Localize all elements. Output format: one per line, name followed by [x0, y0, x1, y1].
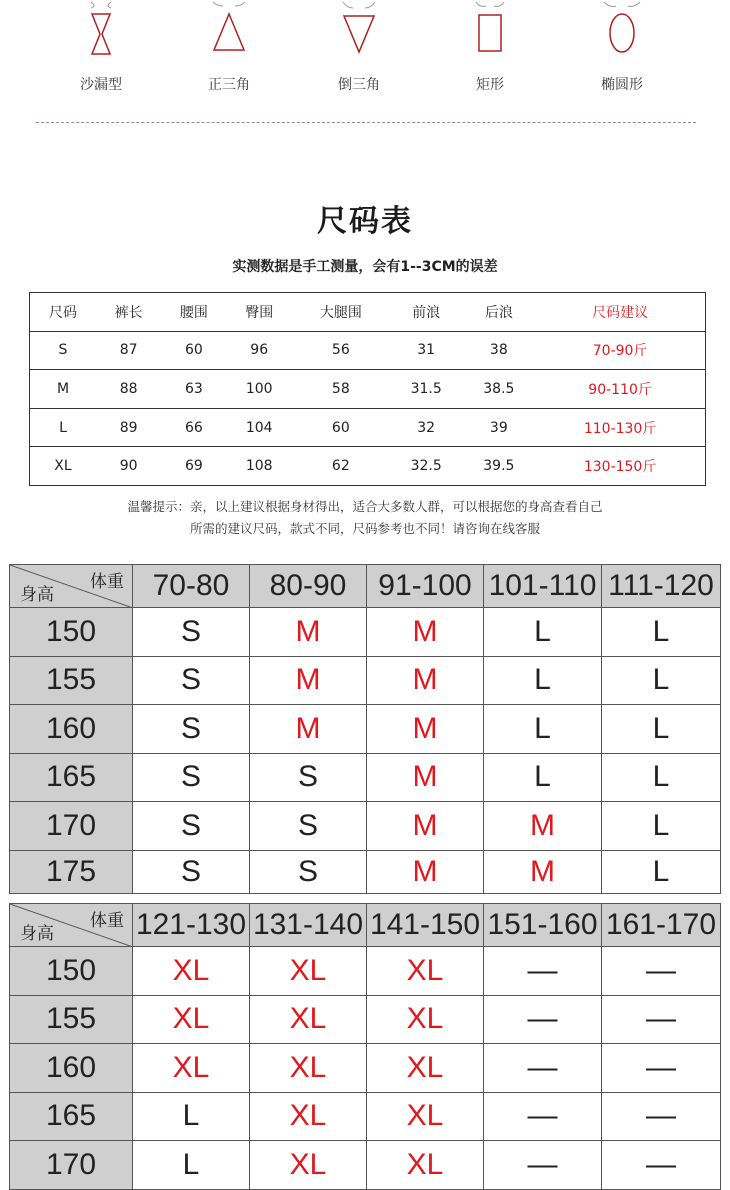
grid-cell: S: [133, 753, 250, 802]
oval-shape: [592, 0, 652, 60]
grid-column-header: 131-140: [250, 904, 367, 947]
grid-column-header: 101-110: [484, 565, 602, 608]
grid-cell: —: [602, 1092, 721, 1141]
grid-row-header: 170: [10, 1141, 133, 1190]
shape-label-oval: 椭圆形: [601, 77, 643, 93]
grid-row: [10, 995, 721, 1044]
grid-cell: L: [133, 1092, 250, 1141]
table-cell: 88: [96, 370, 161, 409]
grid-cell: L: [602, 850, 721, 893]
table-cell: 60: [161, 331, 226, 370]
table-cell: 38: [463, 331, 536, 370]
table-header-row: [30, 293, 706, 332]
grid-row: [10, 1044, 721, 1093]
corner-height-label: 身高: [20, 585, 54, 605]
table-cell: 38.5: [463, 370, 536, 409]
grid-row-header: 175: [10, 850, 133, 893]
divider: [36, 122, 696, 123]
grid-cell: XL: [250, 1092, 367, 1141]
grid-cell: XL: [133, 947, 250, 996]
grid-cell: XL: [367, 1044, 484, 1093]
grid-cell: S: [133, 608, 250, 657]
grid-cell: L: [484, 656, 602, 705]
table-header: 裤长: [96, 293, 161, 332]
hourglass-icon: [71, 0, 131, 60]
table-header: 尺码: [30, 293, 96, 332]
shape-label-triangle: 正三角: [208, 77, 250, 93]
table-cell: 87: [96, 331, 161, 370]
grid-corner: [10, 565, 133, 608]
grid-row-header: 150: [10, 608, 133, 657]
grid-row: [10, 1092, 721, 1141]
grid-cell: M: [484, 802, 602, 851]
grid-corner: [10, 904, 133, 947]
table-cell: 39.5: [463, 447, 536, 486]
grid-column-header: 141-150: [367, 904, 484, 947]
grid-cell: L: [484, 705, 602, 754]
tips-line: 所需的建议尺码，款式不同，尺码参考也不同！请咨询在线客服: [189, 521, 540, 536]
shape-label-hourglass: 沙漏型: [80, 77, 122, 93]
table-cell: S: [30, 331, 96, 370]
table-cell: 31: [390, 331, 463, 370]
corner-weight-label: 体重: [90, 911, 124, 931]
grid-cell: —: [484, 1092, 602, 1141]
grid-row-header: 170: [10, 802, 133, 851]
page-title: 尺码表: [317, 204, 413, 239]
grid-row-header: 155: [10, 995, 133, 1044]
table-row: [30, 408, 706, 447]
grid-cell: XL: [133, 995, 250, 1044]
grid-cell: L: [484, 753, 602, 802]
grid-cell: M: [367, 802, 484, 851]
table-cell: 96: [227, 331, 292, 370]
grid-cell: L: [133, 1141, 250, 1190]
recommendation-grid-2: [9, 903, 721, 1190]
grid-row: [10, 656, 721, 705]
hourglass-shape: [71, 0, 131, 60]
grid-cell: M: [367, 850, 484, 893]
table-header: 前浪: [390, 293, 463, 332]
grid-cell: M: [367, 705, 484, 754]
shape-label-inverted-triangle: 倒三角: [338, 77, 380, 93]
grid-cell: —: [484, 995, 602, 1044]
grid-cell: L: [602, 705, 721, 754]
grid-cell: —: [484, 947, 602, 996]
table-cell: 90-110斤: [535, 370, 705, 409]
grid-row-header: 150: [10, 947, 133, 996]
table-cell: 39: [463, 408, 536, 447]
oval-icon: [592, 0, 652, 60]
grid-cell: L: [602, 802, 721, 851]
grid-cell: XL: [250, 1044, 367, 1093]
table-cell: 100: [227, 370, 292, 409]
triangle-icon: [199, 0, 259, 60]
subtitle: 实测数据是手工测量，会有1--3CM的误差: [232, 259, 498, 275]
table-cell: 66: [161, 408, 226, 447]
grid-cell: S: [133, 705, 250, 754]
grid-header-row: [10, 904, 721, 947]
grid-cell: M: [484, 850, 602, 893]
grid-cell: M: [250, 608, 367, 657]
grid-cell: —: [484, 1141, 602, 1190]
table-cell: 70-90斤: [535, 331, 705, 370]
grid-cell: —: [602, 995, 721, 1044]
table-cell: L: [30, 408, 96, 447]
grid-cell: L: [484, 608, 602, 657]
triangle-shape: [199, 0, 259, 60]
grid-cell: S: [133, 656, 250, 705]
grid-header-row: [10, 565, 721, 608]
grid-cell: S: [133, 850, 250, 893]
grid-column-header: 161-170: [602, 904, 721, 947]
grid-cell: M: [367, 656, 484, 705]
table-cell: 90: [96, 447, 161, 486]
grid-cell: XL: [250, 947, 367, 996]
table-header: 尺码建议: [535, 293, 705, 332]
corner-weight-label: 体重: [90, 572, 124, 592]
table-cell: 56: [292, 331, 390, 370]
grid-row: [10, 947, 721, 996]
table-cell: 108: [227, 447, 292, 486]
rectangle-icon: [460, 0, 520, 60]
table-cell: 63: [161, 370, 226, 409]
grid-cell: S: [250, 850, 367, 893]
table-cell: 60: [292, 408, 390, 447]
grid-row: [10, 705, 721, 754]
grid-row: [10, 1141, 721, 1190]
grid-cell: XL: [367, 1141, 484, 1190]
grid-row-header: 160: [10, 1044, 133, 1093]
table-cell: 31.5: [390, 370, 463, 409]
grid-cell: L: [602, 753, 721, 802]
grid-cell: XL: [367, 1092, 484, 1141]
table-cell: 32.5: [390, 447, 463, 486]
grid-cell: S: [250, 802, 367, 851]
grid-cell: M: [367, 753, 484, 802]
grid-cell: L: [602, 608, 721, 657]
grid-row: [10, 850, 721, 893]
shape-label-rectangle: 矩形: [476, 77, 504, 93]
tips: [0, 496, 730, 540]
grid-cell: S: [250, 753, 367, 802]
table-cell: 89: [96, 408, 161, 447]
grid-row: [10, 802, 721, 851]
rectangle-shape: [460, 0, 520, 60]
corner-height-label: 身高: [20, 924, 54, 944]
grid-cell: —: [484, 1044, 602, 1093]
grid-column-header: 151-160: [484, 904, 602, 947]
grid-cell: S: [133, 802, 250, 851]
inverted-triangle-shape: [329, 0, 389, 60]
table-cell: 110-130斤: [535, 408, 705, 447]
table-cell: 62: [292, 447, 390, 486]
table-cell: 32: [390, 408, 463, 447]
grid-cell: M: [250, 705, 367, 754]
table-header: 后浪: [463, 293, 536, 332]
grid-row: [10, 753, 721, 802]
inverted-triangle-icon: [329, 0, 389, 60]
grid-cell: XL: [367, 947, 484, 996]
tips-line: 温馨提示：亲，以上建议根据身材得出，适合大多数人群，可以根据您的身高查看自己: [127, 499, 603, 514]
grid-cell: XL: [133, 1044, 250, 1093]
table-cell: XL: [30, 447, 96, 486]
grid-cell: XL: [367, 995, 484, 1044]
grid-row-header: 165: [10, 1092, 133, 1141]
grid-cell: —: [602, 1141, 721, 1190]
grid-cell: M: [250, 656, 367, 705]
grid-cell: M: [367, 608, 484, 657]
table-header: 大腿围: [292, 293, 390, 332]
grid-cell: L: [602, 656, 721, 705]
table-header: 腰围: [161, 293, 226, 332]
table-cell: 58: [292, 370, 390, 409]
grid-row-header: 160: [10, 705, 133, 754]
grid-column-header: 80-90: [250, 565, 367, 608]
grid-column-header: 111-120: [602, 565, 721, 608]
table-cell: 104: [227, 408, 292, 447]
recommendation-grid-1: [9, 564, 721, 894]
grid-cell: —: [602, 947, 721, 996]
table-row: [30, 331, 706, 370]
grid-row-header: 165: [10, 753, 133, 802]
table-row: [30, 447, 706, 486]
grid-cell: —: [602, 1044, 721, 1093]
table-cell: 69: [161, 447, 226, 486]
table-cell: M: [30, 370, 96, 409]
table-cell: 130-150斤: [535, 447, 705, 486]
grid-column-header: 121-130: [133, 904, 250, 947]
grid-row: [10, 608, 721, 657]
grid-cell: XL: [250, 1141, 367, 1190]
grid-column-header: 91-100: [367, 565, 484, 608]
grid-row-header: 155: [10, 656, 133, 705]
grid-column-header: 70-80: [133, 565, 250, 608]
table-row: [30, 370, 706, 409]
size-table: [29, 292, 706, 486]
table-header: 臀围: [227, 293, 292, 332]
grid-cell: XL: [250, 995, 367, 1044]
